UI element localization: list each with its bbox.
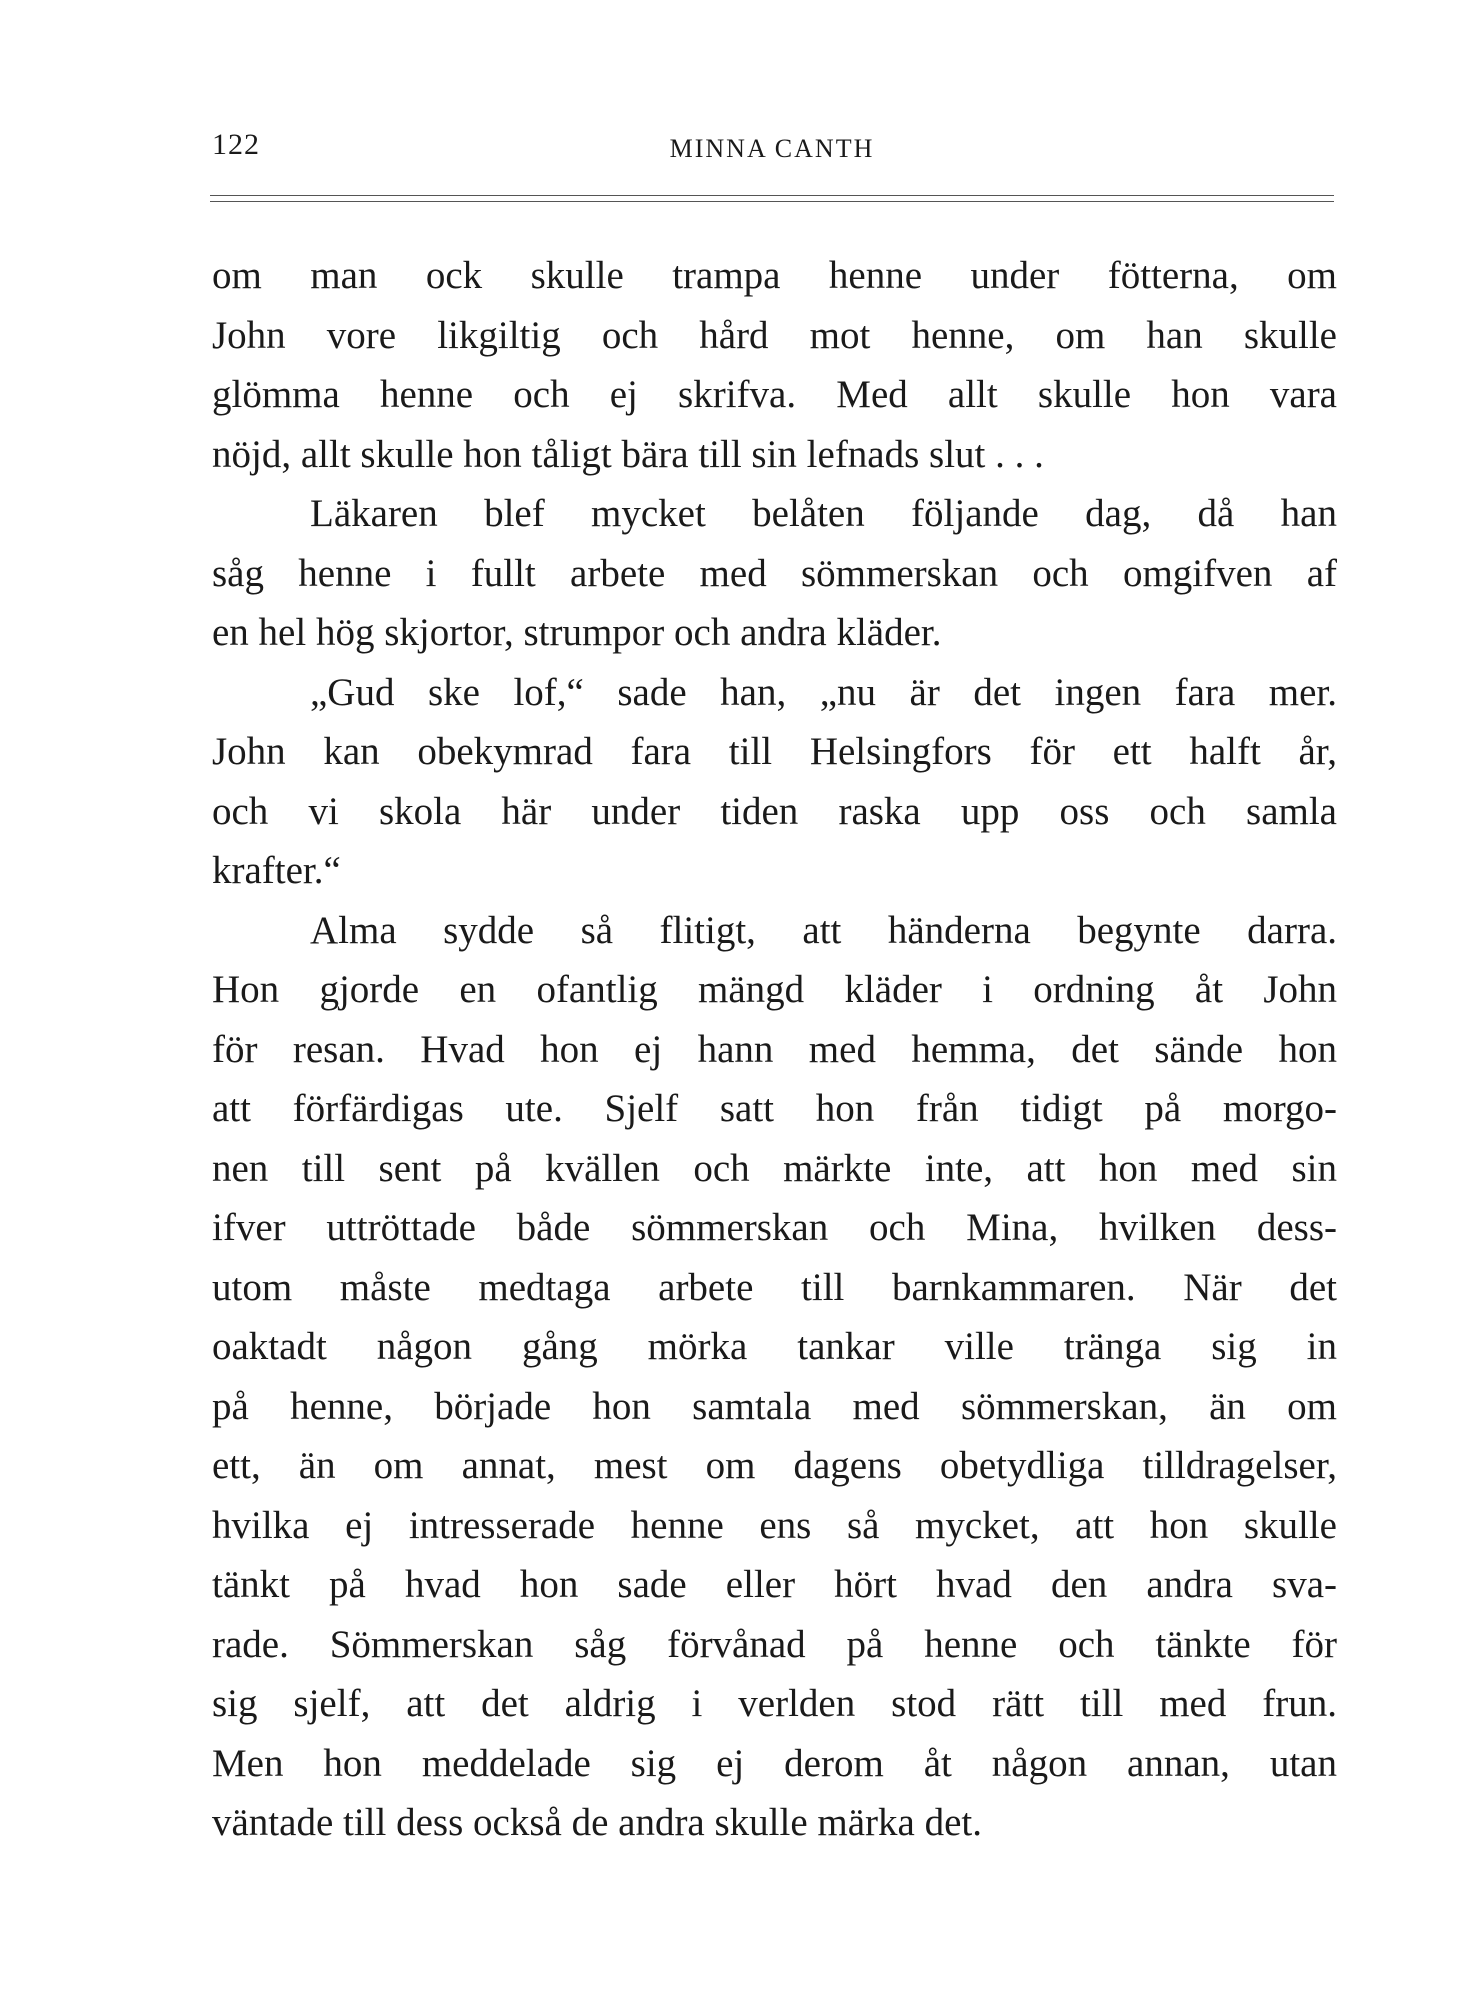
text-line: krafter.“ — [212, 849, 341, 892]
text-line: John vore likgiltig och hård mot henne, om han skulle — [212, 313, 1337, 357]
text-line: för resan. Hvad hon ej hann med hemma, det sände hon — [212, 1027, 1337, 1071]
text-line: John kan obekymrad fara till Helsingfors för ett halft år, — [212, 730, 1337, 773]
text-line: oaktadt någon gång mörka tankar ville tränga sig in — [212, 1325, 1337, 1368]
text-line: „Gud ske lof,“ sade han, „nu är det ingen fara mer. — [310, 670, 1337, 714]
text-line: utom måste medtaga arbete till barnkammaren. När det — [212, 1265, 1337, 1309]
text-line: en hel hög skjortor, strumpor och andra kläder. — [212, 611, 942, 654]
text-line: sig sjelf, att det aldrig i verlden stod rätt till med frun. — [212, 1682, 1337, 1725]
body-text — [212, 246, 1337, 1853]
text-line: ett, än om annat, mest om dagens obetydliga tilldragelser, — [212, 1444, 1337, 1487]
page-number: 122 — [212, 128, 260, 161]
text-line: Läkaren blef mycket belåten följande dag, då han — [310, 492, 1337, 535]
text-line: nöjd, allt skulle hon tåligt bära till sin lefnads slut . . . — [212, 432, 1044, 476]
text-line: ifver uttröttade både sömmerskan och Mina, hvilken dess- — [212, 1206, 1337, 1249]
text-line: rade. Sömmerskan såg förvånad på henne och tänkte för — [212, 1622, 1337, 1666]
text-line: såg henne i fullt arbete med sömmerskan och omgifven af — [212, 551, 1337, 595]
text-line: tänkt på hvad hon sade eller hört hvad den andra sva- — [212, 1563, 1337, 1606]
text-line: nen till sent på kvällen och märkte inte, att hon med sin — [212, 1146, 1337, 1190]
text-line: om man ock skulle trampa henne under fötterna, om — [212, 254, 1337, 297]
text-line: glömma henne och ej skrifva. Med allt skulle hon vara — [212, 373, 1337, 416]
text-line: Men hon meddelade sig ej derom åt någon annan, utan — [212, 1741, 1337, 1785]
text-line: Alma sydde så flitigt, att händerna begynte darra. — [310, 908, 1337, 952]
text-line: och vi skola här under tiden raska upp oss och samla — [212, 789, 1337, 833]
text-line: att förfärdigas ute. Sjelf satt hon från tidigt på morgo- — [212, 1087, 1337, 1130]
text-line: hvilka ej intresserade henne ens så mycket, att hon skulle — [212, 1503, 1337, 1547]
page-header — [212, 128, 1332, 172]
header-rule — [210, 195, 1334, 202]
text-line: Hon gjorde en ofantlig mängd kläder i ordning åt John — [212, 968, 1337, 1011]
text-line: väntade till dess också de andra skulle märka det. — [212, 1801, 982, 1844]
text-line: på henne, började hon samtala med sömmerskan, än om — [212, 1384, 1337, 1428]
running-head: MINNA CANTH — [669, 134, 875, 163]
